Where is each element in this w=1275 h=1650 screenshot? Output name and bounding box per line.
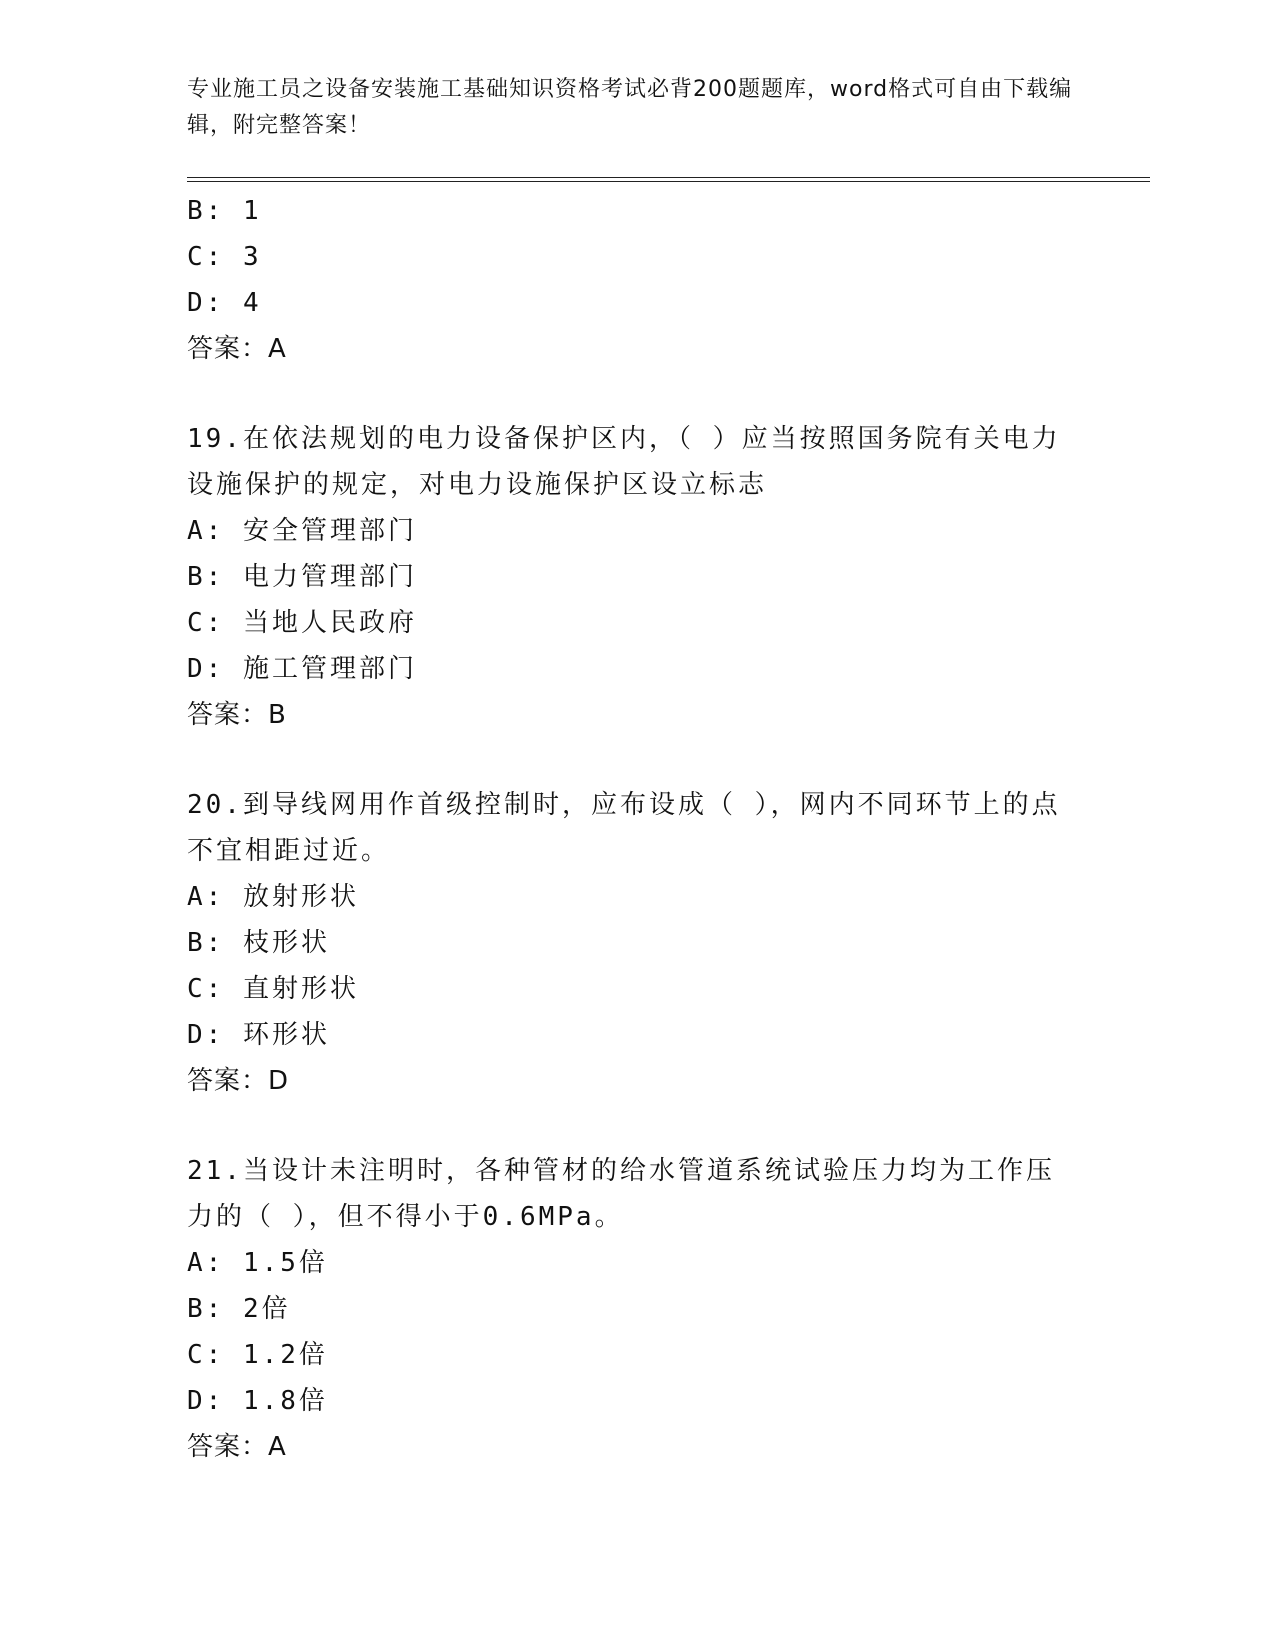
option-b: B: 1 — [187, 196, 262, 226]
option-b: B: 枝形状 — [187, 928, 330, 958]
answer: 答案：A — [187, 1432, 287, 1462]
option-b: B: 电力管理部门 — [187, 562, 417, 592]
question-text: 21.当设计未注明时，各种管材的给水管道系统试验压力均为工作压力的（ ），但不得小于0.6MPa。 — [187, 1156, 1055, 1232]
option-c: C: 当地人民政府 — [187, 608, 417, 638]
option-d: D: 环形状 — [187, 1020, 330, 1050]
option-d: D: 1.8倍 — [187, 1386, 328, 1416]
option-d: D: 4 — [187, 288, 262, 318]
option-a: A: 1.5倍 — [187, 1248, 328, 1278]
option-d: D: 施工管理部门 — [187, 654, 417, 684]
question-21 — [187, 1148, 1087, 1470]
option-a: A: 放射形状 — [187, 882, 359, 912]
document-body — [187, 188, 1087, 1470]
answer: 答案：A — [187, 334, 287, 364]
option-c: C: 3 — [187, 242, 262, 272]
option-c: C: 1.2倍 — [187, 1340, 328, 1370]
question-text: 20.到导线网用作首级控制时，应布设成（ ），网内不同环节上的点不宜相距过近。 — [187, 790, 1061, 866]
question-19 — [187, 416, 1087, 738]
option-a: A: 安全管理部门 — [187, 516, 417, 546]
answer: 答案：D — [187, 1066, 290, 1096]
answer: 答案：B — [187, 700, 287, 730]
question-20 — [187, 782, 1087, 1104]
carryover-question — [187, 188, 1087, 372]
option-b: B: 2倍 — [187, 1294, 291, 1324]
option-c: C: 直射形状 — [187, 974, 359, 1004]
document-header: 专业施工员之设备安装施工基础知识资格考试必背200题题库，word格式可自由下载编辑，附完整答案！ — [187, 77, 1073, 138]
header-divider — [187, 177, 1150, 182]
question-text: 19.在依法规划的电力设备保护区内，（ ）应当按照国务院有关电力设施保护的规定，对电力设施保护区设立标志 — [187, 424, 1061, 500]
